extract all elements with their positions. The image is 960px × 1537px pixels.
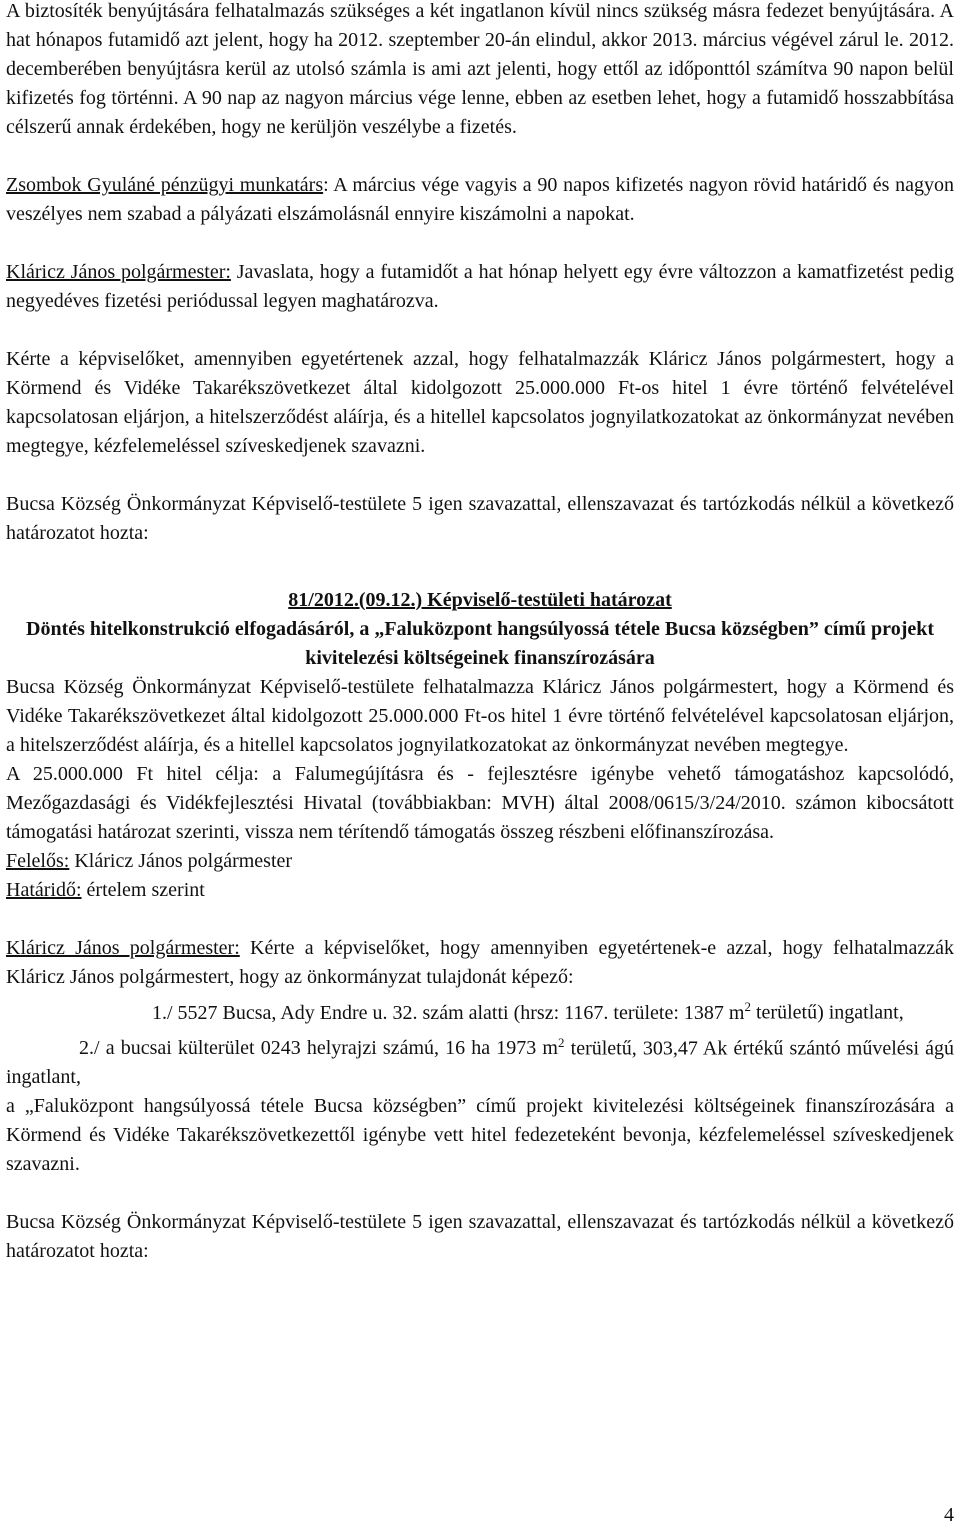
resolution-title: Döntés hitelkonstrukció elfogadásáról, a „Faluközpont hangsúlyossá tétele Bucsa községben” című projekt kivitelezési költségeinek finanszírozására xyxy=(26,618,935,669)
speaker-text: : A március vége vagyis a 90 napos kifizetés nagyon rövid határidő és nagyon veszélyes nem szabad a pályázati elszámolásnál ennyire kiszámolni a napokat. xyxy=(6,174,955,225)
resolution-block xyxy=(6,586,954,905)
speaker-name: Zsombok Gyuláné pénzügyi munkatárs xyxy=(6,174,324,196)
resolution-deadline: Határidő: értelem szerint xyxy=(6,879,205,901)
speaker-name: Kláricz János polgármester: xyxy=(6,261,231,283)
resolution-number: 81/2012.(09.12.) Képviselő-testületi határozat xyxy=(288,589,672,611)
property-item-2: 2./ a bucsai külterület 0243 helyrajzi számú, 16 ha 1973 $m^2$ területű, 303,47 Ak értékű szántó művelési ágú ingatlant, xyxy=(6,1034,955,1089)
paragraph-vote-result: Bucsa Község Önkormányzat Képviselő-testülete 5 igen szavazattal, ellenszavazat és tartózkodás nélkül a következő határozatot hozta: xyxy=(6,493,954,544)
speaker-name: Kláricz János polgármester: xyxy=(6,937,240,959)
paragraph-mayor-proposal xyxy=(6,258,954,316)
resolution-responsible: Felelős: Kláricz János polgármester xyxy=(6,850,293,872)
paragraph-vote-result-2: Bucsa Község Önkormányzat Képviselő-testülete 5 igen szavazattal, ellenszavazat és tartózkodás nélkül a következő határozatot hozta: xyxy=(6,1211,954,1263)
paragraph-financial-officer xyxy=(6,171,954,229)
paragraph-mayor-property xyxy=(6,934,954,992)
speaker-text: Kérte a képviselőket, hogy amennyiben egyetértenek-e azzal, hogy felhatalmazzák Kláricz János polgármestert, hogy az önkormányzat tulajdonát képező: xyxy=(6,937,954,988)
paragraph-project-collateral: a „Faluközpont hangsúlyossá tétele Bucsa községben” című projekt kivitelezési költségeinek finanszírozására a Körmend és Vidéke Takarékszövetkezettől igénybe vett hitel fedezeteként bevonja, kézfelemeléssel szíveskedjenek szavazni. xyxy=(6,1095,954,1176)
paragraph-collateral: A biztosíték benyújtására felhatalmazás szükséges a két ingatlanon kívül nincs szükség másra fedezet benyújtására. A hat hónapos futamidő azt jelent, hogy ha 2012. szeptember 20-án elindul, akkor 2013. március végével zárul le. 2012. decemberében benyújtásra kerül az utolsó számla is ami azt jelenti, hogy ettől az időponttól számítva 90 napon belül kifizetés fog történni. A 90 nap az nagyon március vége lenne, ebben az esetben lehet, hogy a futamidő hosszabbítása célszerű annak érdekében, hogy ne kerüljön veszélybe a fizetés. xyxy=(6,0,954,138)
resolution-body-2: A 25.000.000 Ft hitel célja: a Falumegújításra és - fejlesztésre igénybe vehető támogatáshoz kapcsolódó, Mezőgazdasági és Vidékfejlesztési Hivatal (továbbiakban: MVH) által 2008/0615/3/24/2010. számon kibocsátott támogatási határozat szerinti, vissza nem térítendő támogatás összeg részbeni előfinanszírozása. xyxy=(6,763,954,843)
speaker-text: Javaslata, hogy a futamidőt a hat hónap helyett egy évre változzon a kamatfizetést pedig negyedéves fizetési periódussal legyen maghatározva. xyxy=(6,261,954,312)
page-number: 4 xyxy=(944,1504,954,1526)
property-item-1: 1./ 5527 Bucsa, Ady Endre u. 32. szám alatti (hrsz: 1167. területe: 1387 $m^2$ területű) ingatlant, xyxy=(152,999,904,1024)
paragraph-vote-request: Kérte a képviselőket, amennyiben egyetértenek azzal, hogy felhatalmazzák Kláricz János polgármestert, hogy a Körmend és Vidéke Takarékszövetkezet által kidolgozott 25.000.000 Ft-os hitel 1 évre történő felvételével kapcsolatosan eljárjon, a hitelszerződést aláírja, és a hitellel kapcsolatos jognyilatkozatokat az önkormányzat nevében megtegye, kézfelemeléssel szíveskedjenek szavazni. xyxy=(6,348,954,457)
resolution-body-1: Bucsa Község Önkormányzat Képviselő-testülete felhatalmazza Kláricz János polgármestert, hogy a Körmend és Vidéke Takarékszövetkezet által kidolgozott 25.000.000 Ft-os hitel 1 évre történő felvételével kapcsolatosan eljárjon, a hitelszerződést aláírja, és a hitellel kapcsolatos jognyilatkozatokat az önkormányzat nevében megtegye. xyxy=(6,676,954,756)
